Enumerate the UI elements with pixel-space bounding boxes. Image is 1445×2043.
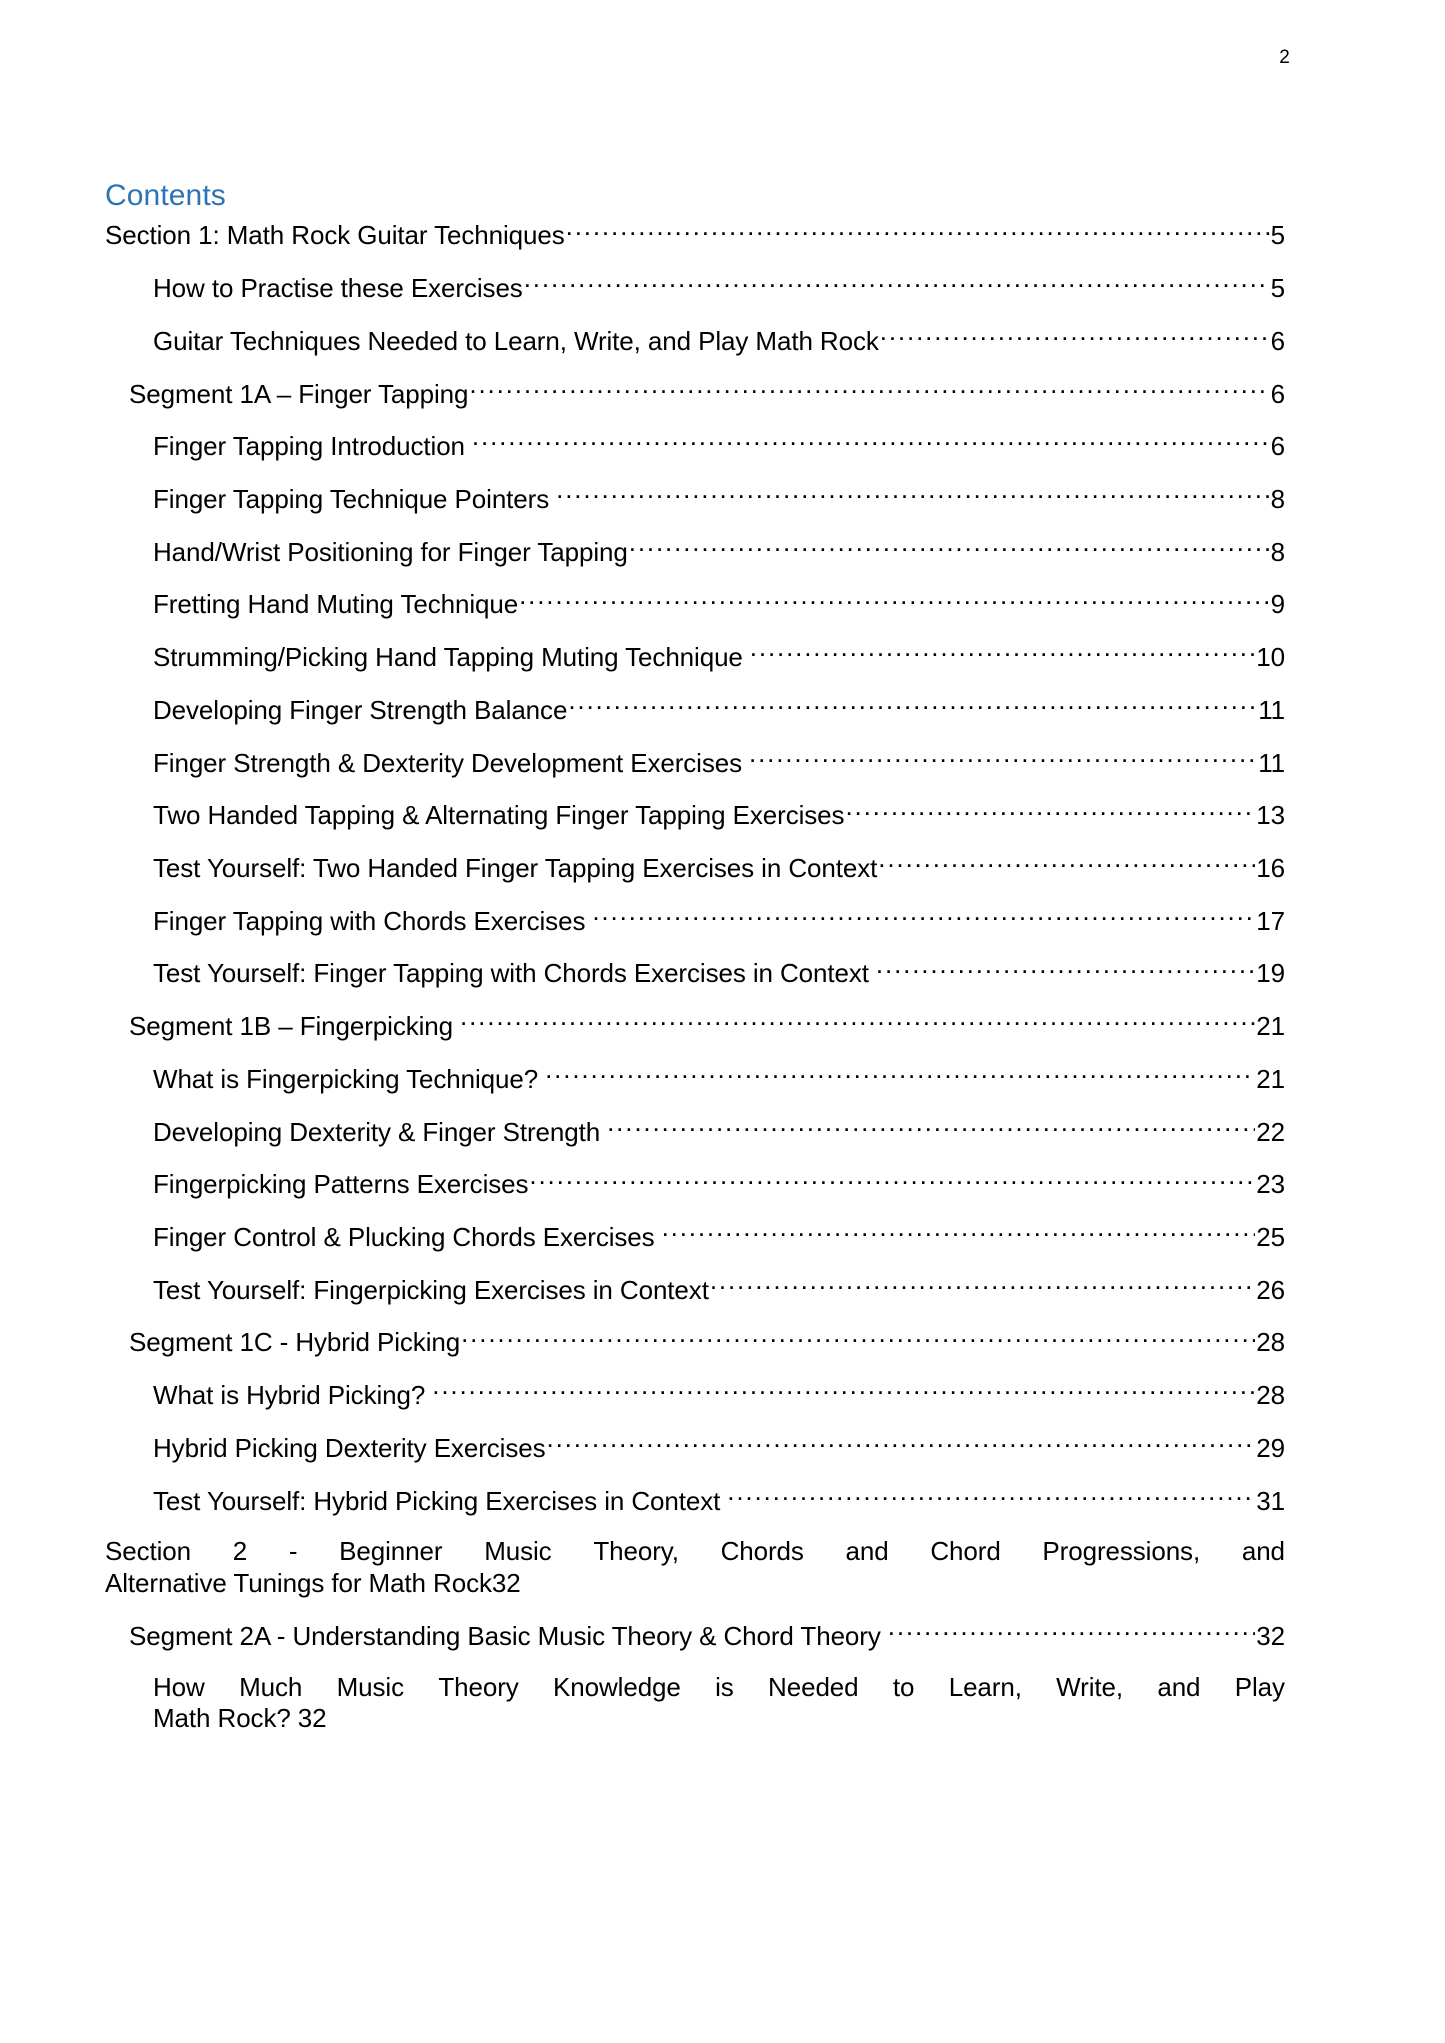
dot-leader <box>472 429 1270 455</box>
toc-entry-page-number: 31 <box>1256 1485 1285 1516</box>
toc-title-word: Music <box>484 1536 552 1567</box>
toc-title-word: and <box>1157 1671 1201 1702</box>
toc-entry[interactable] <box>105 1167 1285 1201</box>
toc-entry[interactable] <box>105 429 1285 463</box>
toc-entry[interactable] <box>105 377 1285 411</box>
toc-entry-page-number: 16 <box>1256 853 1285 884</box>
toc-entry-page-number: 6 <box>1270 378 1285 409</box>
dot-leader <box>545 1062 1255 1088</box>
toc-entry[interactable] <box>105 798 1285 832</box>
toc-entry-page-number: 32 <box>491 1568 521 1599</box>
dot-leader <box>556 482 1270 508</box>
toc-entry-title: Strumming/Picking Hand Tapping Muting Technique <box>153 642 743 673</box>
toc-title-word: How <box>153 1671 205 1702</box>
dot-leader <box>710 1273 1255 1299</box>
toc-entry-page-number: 21 <box>1256 1063 1285 1094</box>
toc-entry-page-number: 11 <box>1258 694 1285 725</box>
dot-leader <box>878 851 1255 877</box>
toc-title-word: 2 <box>232 1536 248 1567</box>
toc-entry-title-line-2 <box>153 1703 1285 1735</box>
toc-entry-page-number: 32 <box>1256 1620 1285 1651</box>
dot-leader <box>547 1431 1256 1457</box>
toc-entry[interactable] <box>105 218 1285 252</box>
toc-entry-page-number: 6 <box>1270 325 1285 356</box>
toc-title-word: - <box>288 1536 298 1567</box>
toc-title-word: and <box>1241 1536 1285 1567</box>
toc-entry-title: Hybrid Picking Dexterity Exercises <box>153 1432 546 1463</box>
toc-entry-title: Section 1: Math Rock Guitar Techniques <box>105 220 565 251</box>
toc-entry-title: Fretting Hand Muting Technique <box>153 589 519 620</box>
toc-title-word: to <box>892 1671 915 1702</box>
dot-leader <box>529 1167 1255 1193</box>
dot-leader <box>460 1009 1255 1035</box>
toc-title-word: Beginner <box>339 1536 443 1567</box>
dot-leader <box>432 1378 1255 1404</box>
toc-entry-page-number: 13 <box>1256 800 1285 831</box>
toc-entry-title: Hand/Wrist Positioning for Finger Tapping <box>153 536 628 567</box>
toc-entry-page-number: 25 <box>1256 1222 1285 1253</box>
dot-leader <box>880 324 1270 350</box>
toc-title-word: Play <box>1234 1671 1285 1702</box>
dot-leader <box>727 1484 1255 1510</box>
toc-entry-title: Finger Control & Plucking Chords Exercises <box>153 1222 655 1253</box>
toc-entry-title: Finger Tapping Introduction <box>153 431 465 462</box>
toc-entry-page-number: 21 <box>1256 1011 1285 1042</box>
toc-title-word: Progressions, <box>1042 1536 1201 1567</box>
toc-entry-page-number: 22 <box>1256 1116 1285 1147</box>
toc-entry-page-number: 8 <box>1270 536 1285 567</box>
toc-title-word: Section <box>105 1536 192 1567</box>
toc-entry[interactable] <box>105 1062 1285 1096</box>
toc-entry[interactable] <box>105 1536 1285 1599</box>
dot-leader <box>750 640 1255 666</box>
toc-title-word: Chords <box>720 1536 804 1567</box>
toc-entry-page-number: 8 <box>1270 483 1285 514</box>
toc-entry[interactable] <box>105 956 1285 990</box>
toc-entry-page-number: 23 <box>1256 1169 1285 1200</box>
page-folio-number: 2 <box>1279 47 1290 68</box>
dot-leader <box>519 587 1270 613</box>
toc-entry-page-number: 32 <box>297 1703 327 1734</box>
toc-entry-title: Fingerpicking Patterns Exercises <box>153 1169 529 1200</box>
toc-entry-title-line-1 <box>105 1536 1285 1568</box>
toc-title-word: Chord <box>930 1536 1001 1567</box>
toc-entry-page-number: 11 <box>1258 747 1285 778</box>
toc-entry[interactable] <box>105 271 1285 305</box>
toc-entry[interactable] <box>105 587 1285 621</box>
toc-entry-title: Segment 1B – Fingerpicking <box>129 1011 454 1042</box>
toc-entry-title: Finger Strength & Dexterity Development Exercises <box>153 747 743 778</box>
dot-leader <box>592 904 1255 930</box>
toc-entry-title-line-2 <box>105 1568 1285 1600</box>
toc-entry-title: Test Yourself: Fingerpicking Exercises in Context <box>153 1274 709 1305</box>
toc-entry[interactable] <box>105 904 1285 938</box>
toc-entry[interactable] <box>105 746 1285 780</box>
toc-entry[interactable] <box>105 640 1285 674</box>
toc-entry-title: Finger Tapping Technique Pointers <box>153 483 550 514</box>
toc-entry[interactable] <box>105 1009 1285 1043</box>
toc-entry[interactable] <box>105 1273 1285 1307</box>
dot-leader <box>461 1325 1255 1351</box>
dot-leader <box>469 377 1269 403</box>
toc-entry-title: How to Practise these Exercises <box>153 273 523 304</box>
toc-title-word: Needed <box>768 1671 859 1702</box>
toc-entry[interactable] <box>105 1378 1285 1412</box>
toc-entry-list <box>105 218 1285 1735</box>
dot-leader <box>568 693 1257 719</box>
toc-title-word: Write, <box>1056 1671 1123 1702</box>
toc-entry-page-number: 29 <box>1256 1432 1285 1463</box>
toc-entry-title: Segment 1C - Hybrid Picking <box>129 1327 461 1358</box>
toc-entry[interactable] <box>105 851 1285 885</box>
toc-entry-title: Segment 1A – Finger Tapping <box>129 378 469 409</box>
toc-entry-title: Test Yourself: Hybrid Picking Exercises in Context <box>153 1485 721 1516</box>
toc-entry-title: Segment 2A - Understanding Basic Music Theory & Chord Theory <box>129 1620 881 1651</box>
toc-entry[interactable] <box>105 1431 1285 1465</box>
toc-entry[interactable] <box>105 1484 1285 1518</box>
toc-title-word: and <box>845 1536 889 1567</box>
toc-entry-title: Two Handed Tapping & Alternating Finger Tapping Exercises <box>153 800 845 831</box>
toc-entry-page-number: 5 <box>1270 220 1285 251</box>
toc-entry-title: Finger Tapping with Chords Exercises <box>153 905 586 936</box>
toc-entry-title: Test Yourself: Finger Tapping with Chords Exercises in Context <box>153 958 869 989</box>
toc-entry-title: Guitar Techniques Needed to Learn, Write, and Play Math Rock <box>153 325 879 356</box>
toc-title-word: Theory <box>438 1671 519 1702</box>
table-of-contents <box>105 180 1285 1754</box>
toc-entry[interactable] <box>105 1672 1285 1735</box>
toc-entry[interactable] <box>105 1220 1285 1254</box>
dot-leader <box>662 1220 1256 1246</box>
toc-entry-title: Test Yourself: Two Handed Finger Tapping Exercises in Context <box>153 853 878 884</box>
toc-entry[interactable] <box>105 535 1285 569</box>
dot-leader <box>607 1115 1255 1141</box>
dot-leader <box>845 798 1255 824</box>
toc-entry-page-number: 28 <box>1256 1327 1285 1358</box>
dot-leader <box>749 746 1257 772</box>
toc-entry-page-number: 10 <box>1256 642 1285 673</box>
toc-entry[interactable] <box>105 1115 1285 1149</box>
toc-entry-title: What is Hybrid Picking? <box>153 1380 426 1411</box>
contents-heading: Contents <box>105 179 226 212</box>
toc-entry-page-number: 26 <box>1256 1274 1285 1305</box>
dot-leader <box>524 271 1270 297</box>
toc-entry[interactable] <box>105 482 1285 516</box>
toc-entry-title: Math Rock? <box>153 1703 291 1734</box>
dot-leader <box>629 535 1270 561</box>
toc-entry-page-number: 28 <box>1256 1380 1285 1411</box>
toc-title-word: Much <box>239 1671 303 1702</box>
toc-entry-title: Alternative Tunings for Math Rock <box>105 1568 492 1599</box>
toc-entry[interactable] <box>105 324 1285 358</box>
dot-leader <box>876 956 1255 982</box>
toc-title-word: Theory, <box>593 1536 679 1567</box>
toc-entry-title: Developing Dexterity & Finger Strength <box>153 1116 601 1147</box>
toc-entry-title-line-1 <box>153 1672 1285 1704</box>
toc-entry-page-number: 5 <box>1270 273 1285 304</box>
toc-title-word: Knowledge <box>553 1671 681 1702</box>
dot-leader <box>566 218 1270 244</box>
toc-title-word: is <box>715 1671 734 1702</box>
toc-title-word: Learn, <box>948 1671 1022 1702</box>
toc-entry[interactable] <box>105 1619 1285 1653</box>
toc-entry-page-number: 9 <box>1270 589 1285 620</box>
toc-entry[interactable] <box>105 693 1285 727</box>
toc-title-word: Music <box>336 1671 404 1702</box>
dot-leader <box>888 1619 1256 1645</box>
toc-entry-page-number: 17 <box>1256 905 1285 936</box>
toc-entry[interactable] <box>105 1325 1285 1359</box>
toc-entry-page-number: 6 <box>1270 431 1285 462</box>
toc-entry-title: Developing Finger Strength Balance <box>153 694 568 725</box>
toc-entry-title: What is Fingerpicking Technique? <box>153 1063 539 1094</box>
toc-entry-page-number: 19 <box>1256 958 1285 989</box>
